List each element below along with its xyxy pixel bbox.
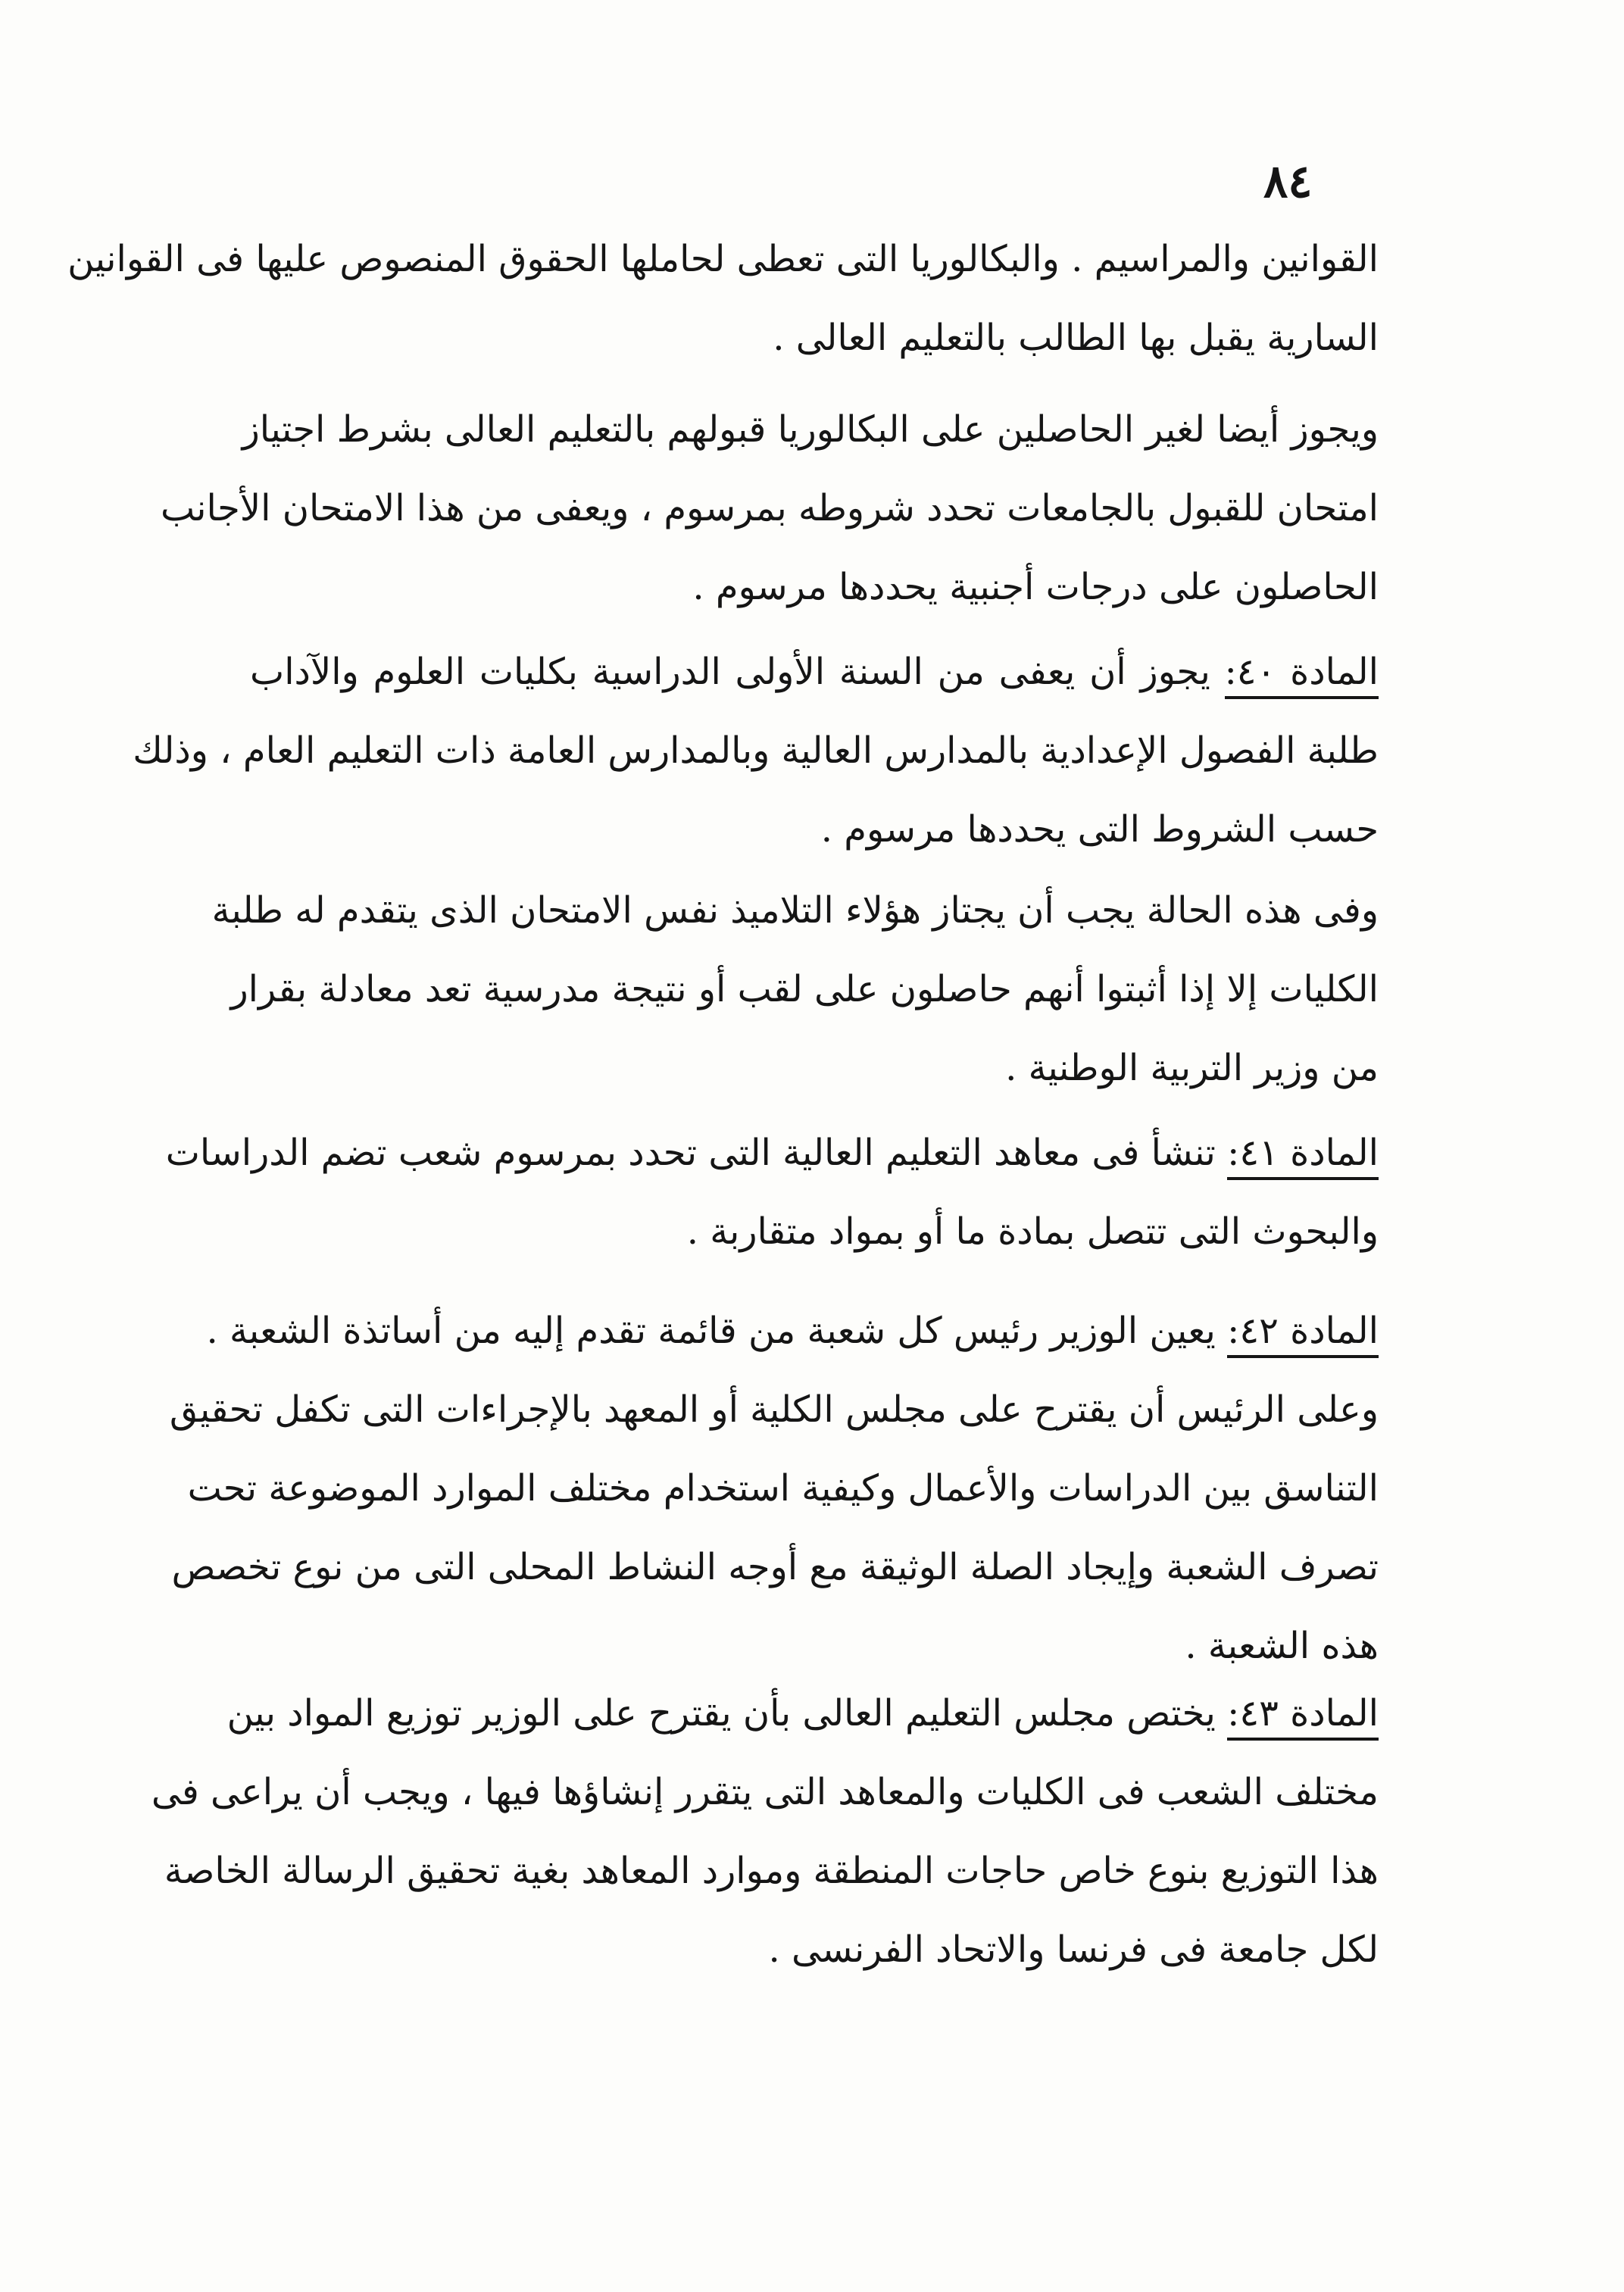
text-line: من وزير التربية الوطنية . (1005, 1047, 1379, 1089)
article-text: يجوز أن يعفى من السنة الأولى الدراسية بكليات العلوم والآداب (250, 651, 1225, 693)
article-label: المادة ٤٠: (1225, 651, 1379, 699)
text-line: ويجوز أيضا لغير الحاصلين على البكالوريا قبولهم بالتعليم العالى بشرط اجتياز (242, 408, 1379, 451)
text-line (250, 632, 1379, 711)
paragraph-2 (161, 390, 1379, 626)
text-line (226, 1674, 1379, 1753)
article-40 (133, 632, 1379, 869)
text-line: امتحان للقبول بالجامعات تحدد شروطه بمرسوم ، ويعفى من هذا الامتحان الأجانب (161, 487, 1379, 529)
article-text: تنشأ فى معاهد التعليم العالية التى تحدد بمرسوم شعب تضم الدراسات (165, 1132, 1228, 1174)
paragraph-1 (67, 220, 1379, 377)
text-line: السارية يقبل بها الطالب بالتعليم العالى . (773, 317, 1379, 359)
text-line: التناسق بين الدراسات والأعمال وكيفية استخدام مختلف الموارد الموضوعة تحت (187, 1467, 1379, 1510)
text-line: طلبة الفصول الإعدادية بالمدارس العالية وبالمدارس العامة ذات التعليم العام ، وذلك (133, 729, 1379, 772)
text-line: تصرف الشعبة وإيجاد الصلة الوثيقة مع أوجه النشاط المحلى التى من نوع تخصص (171, 1546, 1379, 1588)
article-42 (169, 1291, 1379, 1685)
text-line: وفى هذه الحالة يجب أن يجتاز هؤلاء التلاميذ نفس الامتحان الذى يتقدم له طلبة (211, 889, 1379, 932)
article-label: المادة ٤١: (1227, 1132, 1379, 1180)
text-line: حسب الشروط التى يحددها مرسوم . (820, 808, 1379, 851)
text-line: القوانين والمراسيم . والبكالوريا التى تعطى لحاملها الحقوق المنصوص عليها فى القوانين (67, 238, 1379, 280)
text-line (206, 1291, 1379, 1370)
text-line: الكليات إلا إذا أثبتوا أنهم حاصلون على لقب أو نتيجة مدرسية تعد معادلة بقرار (230, 968, 1379, 1010)
text-line: الحاصلون على درجات أجنبية يحددها مرسوم . (692, 566, 1379, 608)
page-number: ٨٤ (1263, 155, 1313, 208)
text-line: وعلى الرئيس أن يقترح على مجلس الكلية أو المعهد بالإجراءات التى تكفل تحقيق (169, 1388, 1379, 1431)
text-line: لكل جامعة فى فرنسا والاتحاد الفرنسى . (768, 1928, 1379, 1971)
article-label: المادة ٤٣: (1227, 1692, 1379, 1741)
article-43 (151, 1674, 1379, 1989)
text-line: والبحوث التى تتصل بمادة ما أو بمواد متقاربة . (686, 1210, 1379, 1253)
text-line (165, 1113, 1379, 1192)
paragraph-4 (211, 871, 1379, 1107)
text-line: مختلف الشعب فى الكليات والمعاهد التى يتقرر إنشاؤها فيها ، ويجب أن يراعى فى (151, 1771, 1379, 1813)
article-41 (165, 1113, 1379, 1271)
article-text: يعين الوزير رئيس كل شعبة من قائمة تقدم إليه من أساتذة الشعبة . (206, 1310, 1228, 1352)
article-text: يختص مجلس التعليم العالى بأن يقترح على الوزير توزيع المواد بين (226, 1692, 1228, 1735)
text-line: هذا التوزيع بنوع خاص حاجات المنطقة وموارد المعاهد بغية تحقيق الرسالة الخاصة (164, 1850, 1379, 1892)
article-label: المادة ٤٢: (1227, 1310, 1379, 1358)
text-line: هذه الشعبة . (1185, 1625, 1379, 1667)
